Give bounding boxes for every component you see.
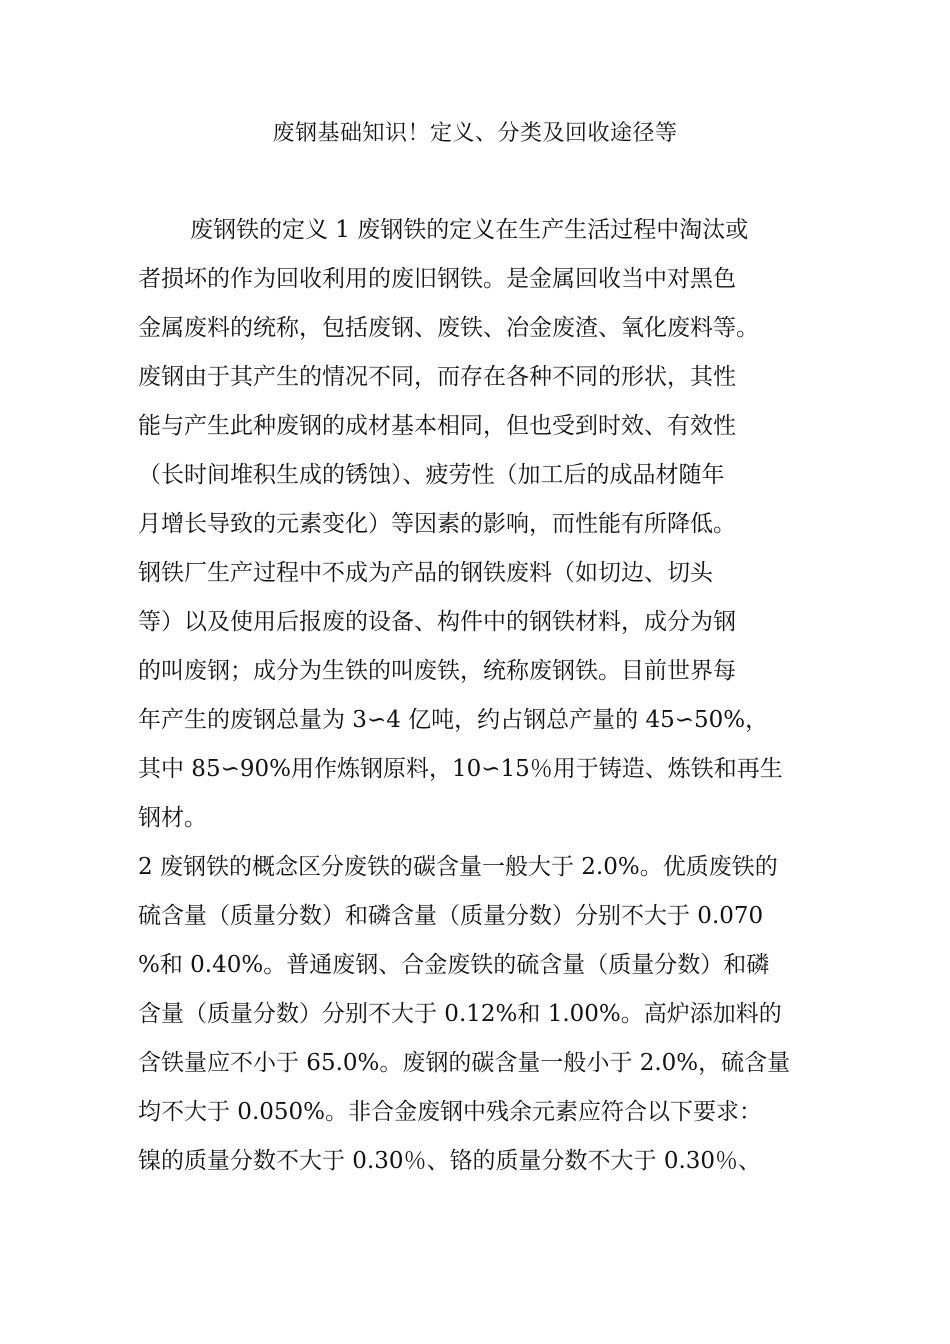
paragraph-1 (138, 206, 828, 843)
paragraph-1-line-10: 的叫废钢；成分为生铁的叫废铁，统称废钢铁。目前世界每 (138, 658, 736, 684)
paragraph-2-line-4: 含量（质量分数）分别不大于 0.12%和 1.00%。高炉添加料的 (138, 1001, 782, 1027)
paragraph-1-line-11: 年产生的废钢总量为 3∽4 亿吨，约占钢总产量的 45∽50%， (138, 707, 769, 733)
paragraph-2-line-5: 含铁量应不小于 65.0%。废钢的碳含量一般小于 2.0%，硫含量 (138, 1050, 791, 1076)
document-title: 废钢基础知识！定义、分类及回收途径等 (272, 121, 678, 146)
paragraph-2-line-1: 2 废钢铁的概念区分废铁的碳含量一般大于 2.0%。优质废铁的 (138, 854, 778, 880)
paragraph-2-line-2: 硫含量（质量分数）和磷含量（质量分数）分别不大于 0.070 (138, 903, 764, 929)
paragraph-1-line-9: 等）以及使用后报废的设备、构件中的钢铁材料，成分为钢 (138, 609, 736, 635)
paragraph-1-line-6: （长时间堆积生成的锈蚀）、疲劳性（加工后的成品材随年 (138, 462, 725, 488)
paragraph-1-line-8: 钢铁厂生产过程中不成为产品的钢铁废料（如切边、切头 (138, 560, 713, 586)
paragraph-2-line-6: 均不大于 0.050%。非合金废钢中残余元素应符合以下要求： (138, 1099, 763, 1125)
paragraph-1-line-2: 者损坏的作为回收利用的废旧钢铁。是金属回收当中对黑色 (138, 266, 736, 292)
paragraph-2-line-3: %和 0.40%。普通废钢、合金废铁的硫含量（质量分数）和磷 (138, 952, 770, 978)
paragraph-1-line-13: 钢材。 (138, 805, 207, 831)
paragraph-1-line-1: 废钢铁的定义 1 废钢铁的定义在生产生活过程中淘汰或 (190, 217, 749, 243)
paragraph-1-line-4: 废钢由于其产生的情况不同，而存在各种不同的形状，其性 (138, 364, 736, 390)
paragraph-2-line-7: 镍的质量分数不大于 0.30％、铬的质量分数不大于 0.30％、 (138, 1148, 762, 1174)
document-body (138, 206, 828, 1186)
paragraph-1-line-3: 金属废料的统称，包括废钢、废铁、冶金废渣、氧化废料等。 (138, 315, 759, 341)
paragraph-1-line-5: 能与产生此种废钢的成材基本相同，但也受到时效、有效性 (138, 413, 736, 439)
paragraph-1-line-12: 其中 85∽90%用作炼钢原料，10∽15％用于铸造、炼铁和再生 (138, 756, 783, 782)
paragraph-1-line-7: 月增长导致的元素变化）等因素的影响，而性能有所降低。 (138, 511, 736, 537)
paragraph-2 (138, 843, 828, 1186)
